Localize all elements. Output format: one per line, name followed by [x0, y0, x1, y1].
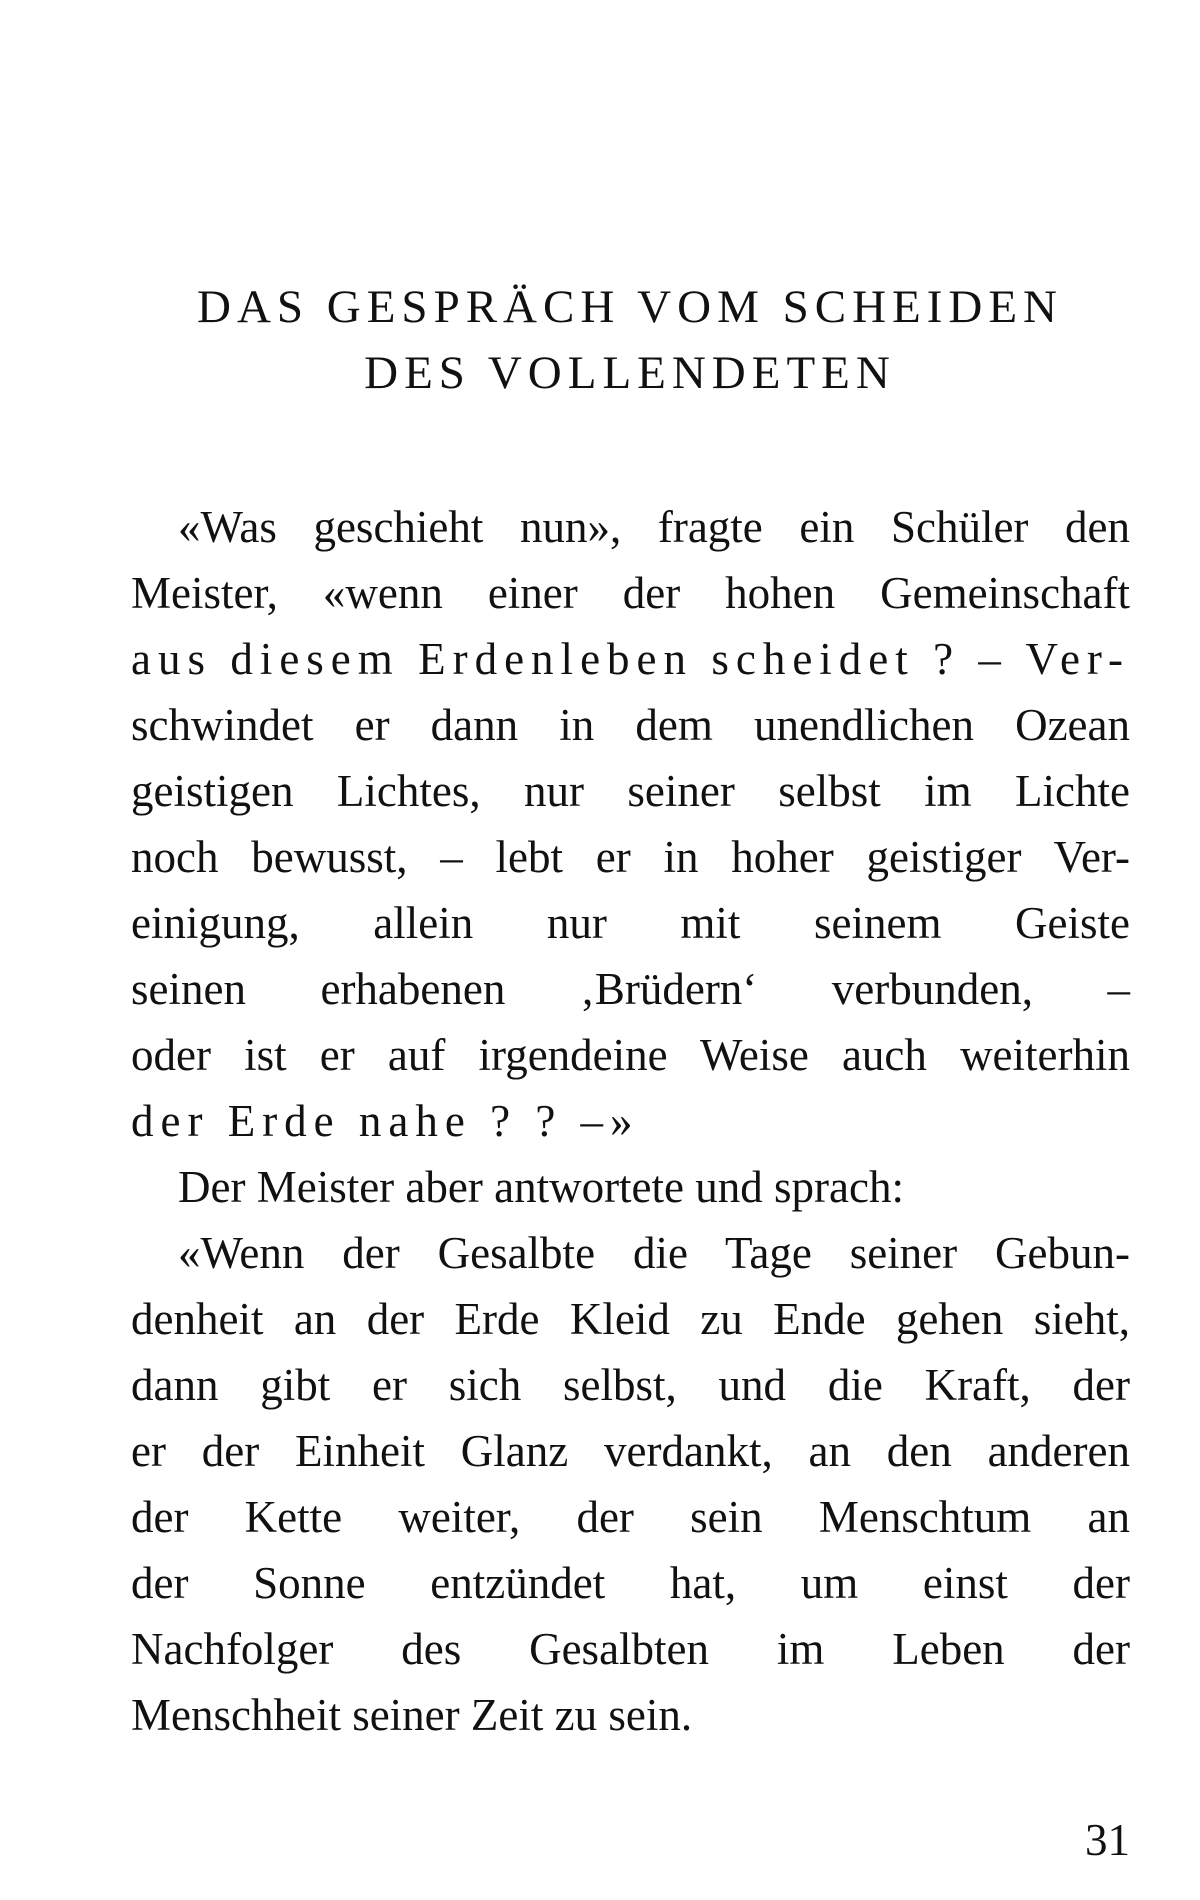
body-line-12: «Wenn der Gesalbte die Tage seiner Gebun-	[178, 1228, 1130, 1278]
body-line-18: Nachfolger des Gesalbten im Leben der	[131, 1624, 1130, 1674]
page-number: 31	[1085, 1815, 1130, 1865]
body-line-10: der Erde nahe ? ? –»	[131, 1096, 640, 1146]
body-line-16: der Kette weiter, der sein Menschtum an	[131, 1492, 1130, 1542]
body-line-8: seinen erhabenen ‚Brüdern‘ verbunden, –	[131, 964, 1130, 1014]
body-line-11: Der Meister aber antwortete und sprach:	[178, 1162, 904, 1212]
body-line-17: der Sonne entzündet hat, um einst der	[131, 1558, 1130, 1608]
body-line-9: oder ist er auf irgendeine Weise auch weiterhin	[131, 1030, 1130, 1080]
body-line-1: «Was geschieht nun», fragte ein Schüler den	[178, 502, 1130, 552]
body-line-3: aus diesem Erdenleben scheidet ? – Ver-	[131, 634, 1130, 684]
body-line-7: einigung, allein nur mit seinem Geiste	[131, 898, 1130, 948]
body-line-2: Meister, «wenn einer der hohen Gemeinschaft	[131, 568, 1130, 618]
body-line-15: er der Einheit Glanz verdankt, an den anderen	[131, 1426, 1130, 1476]
chapter-title-line-1: DAS GESPRÄCH VOM SCHEIDEN	[197, 281, 1063, 333]
body-line-5: geistigen Lichtes, nur seiner selbst im Lichte	[131, 766, 1130, 816]
body-line-4: schwindet er dann in dem unendlichen Ozean	[131, 700, 1130, 750]
body-line-14: dann gibt er sich selbst, und die Kraft, der	[131, 1360, 1130, 1410]
body-line-13: denheit an der Erde Kleid zu Ende gehen sieht,	[131, 1294, 1130, 1344]
chapter-title-line-2: DES VOLLENDETEN	[364, 347, 896, 399]
body-line-19: Menschheit seiner Zeit zu sein.	[131, 1690, 693, 1740]
body-line-6: noch bewusst, – lebt er in hoher geistiger Ver-	[131, 832, 1130, 882]
